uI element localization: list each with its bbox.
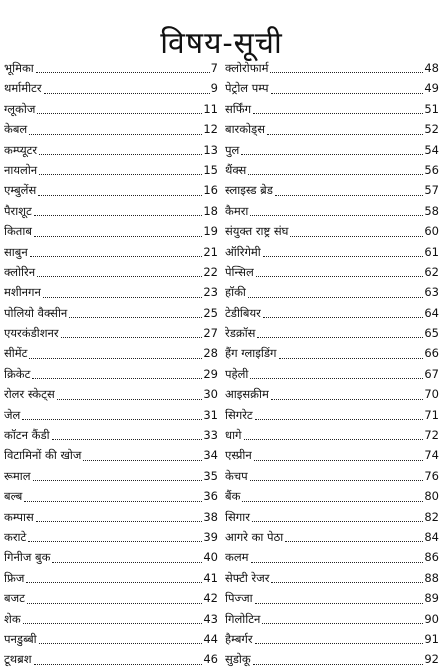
toc-entry-title: भूमिका — [4, 60, 34, 75]
toc-entry-page-number: 86 — [424, 550, 439, 565]
toc-entry-page-number: 25 — [203, 305, 218, 320]
toc-entry — [4, 649, 218, 669]
dot-leader — [39, 174, 202, 175]
toc-entry-page-number: 91 — [424, 631, 439, 646]
dot-leader — [52, 439, 203, 440]
dot-leader — [254, 460, 424, 461]
dot-leader — [270, 72, 423, 73]
toc-entry-page-number: 23 — [203, 285, 218, 300]
toc-entry — [4, 160, 218, 180]
toc-entry-page-number: 89 — [424, 591, 439, 606]
toc-entry — [4, 588, 218, 608]
toc-entry-page-number: 72 — [424, 428, 439, 443]
dot-leader — [36, 521, 203, 522]
toc-entry-title: आगरे का पेठा — [225, 529, 284, 544]
toc-entry-title: साबुन — [4, 244, 28, 259]
toc-entry-page-number: 88 — [424, 570, 439, 585]
dot-leader — [69, 317, 202, 318]
dot-leader — [23, 623, 203, 624]
toc-entry — [225, 201, 439, 221]
toc-entry — [4, 425, 218, 445]
toc-entry-page-number: 90 — [424, 611, 439, 626]
toc-entry-title: गिलोटिन — [225, 611, 261, 626]
dot-leader — [257, 337, 423, 338]
toc-entry-title: सेफ्टी रेजर — [225, 570, 270, 585]
toc-entry-page-number: 67 — [424, 366, 439, 381]
toc-entry-title: पहेली — [225, 366, 249, 381]
toc-entry-page-number: 52 — [424, 122, 439, 137]
toc-entry-page-number: 60 — [424, 224, 439, 239]
dot-leader — [34, 236, 202, 237]
toc-entry-page-number: 92 — [424, 652, 439, 667]
toc-entry — [225, 384, 439, 404]
toc-entry — [225, 282, 439, 302]
toc-entry-page-number: 11 — [203, 101, 218, 116]
toc-entry-page-number: 31 — [203, 407, 218, 422]
toc-entry-page-number: 64 — [424, 305, 439, 320]
toc-entry-title: एम्बुलेंस — [4, 183, 37, 198]
dot-leader — [29, 134, 202, 135]
dot-leader — [37, 276, 202, 277]
toc-entry — [4, 547, 218, 567]
toc-entry-title: सुडोकू — [225, 652, 251, 667]
toc-entry — [225, 58, 439, 78]
toc-entry-title: संयुक्त राष्ट्र संघ — [225, 224, 289, 239]
toc-entry-title: पेन्सिल — [225, 264, 254, 279]
toc-entry-title: ऑरिगेमी — [225, 244, 261, 259]
toc-entry-page-number: 57 — [424, 183, 439, 198]
toc-entry-page-number: 40 — [203, 550, 218, 565]
toc-entry-page-number: 18 — [203, 203, 218, 218]
dot-leader — [252, 521, 423, 522]
toc-entry-title: टेडीबियर — [225, 305, 261, 320]
toc-entry-title: कराटे — [4, 529, 27, 544]
toc-entry-title: सर्फिंग — [225, 101, 252, 116]
dot-leader — [263, 317, 424, 318]
dot-leader — [34, 664, 203, 665]
toc-entry-title: थैंक्स — [225, 162, 247, 177]
toc-entry-title: आइसक्रीम — [225, 387, 269, 402]
dot-leader — [39, 643, 203, 644]
toc-entry-page-number: 49 — [424, 81, 439, 96]
toc-entry-page-number: 58 — [424, 203, 439, 218]
toc-entry-title: बैंक — [225, 489, 241, 504]
toc-entry-title: बजट — [4, 591, 25, 606]
toc-entry-title: रूमाल — [4, 468, 31, 483]
toc-entry — [4, 527, 218, 547]
dot-leader — [255, 603, 424, 604]
toc-entry — [4, 629, 218, 649]
toc-entry — [4, 609, 218, 629]
toc-entry-page-number: 70 — [424, 387, 439, 402]
dot-leader — [255, 419, 424, 420]
toc-entry-page-number: 27 — [203, 326, 218, 341]
toc-entry-title: जेल — [4, 407, 21, 422]
dot-leader — [57, 399, 203, 400]
toc-entry-page-number: 65 — [424, 326, 439, 341]
toc-entry-title: सिगार — [225, 509, 250, 524]
toc-entry-page-number: 43 — [203, 611, 218, 626]
toc-entry — [4, 282, 218, 302]
toc-entry — [4, 221, 218, 241]
toc-entry-title: हैंग ग्लाइडिंग — [225, 346, 277, 361]
toc-entry-page-number: 33 — [203, 428, 218, 443]
toc-entry-title: किताब — [4, 224, 32, 239]
toc-entry-title: पोलियो वैक्सीन — [4, 305, 68, 320]
toc-entry — [225, 221, 439, 241]
toc-entry-page-number: 28 — [203, 346, 218, 361]
toc-entry — [225, 242, 439, 262]
dot-leader — [262, 623, 423, 624]
toc-entry-page-number: 35 — [203, 468, 218, 483]
dot-leader — [253, 664, 424, 665]
toc-entry-title: टूथब्रश — [4, 652, 32, 667]
toc-entry-page-number: 44 — [203, 631, 218, 646]
toc-entry-title: पिज्जा — [225, 591, 253, 606]
toc-entry — [225, 343, 439, 363]
toc-entry — [4, 58, 218, 78]
dot-leader — [290, 236, 423, 237]
dot-leader — [250, 378, 423, 379]
toc-entry-title: बल्ब — [4, 489, 23, 504]
toc-entry-title: सिगरेट — [225, 407, 253, 422]
toc-entry-page-number: 74 — [424, 448, 439, 463]
toc-entry-page-number: 63 — [424, 285, 439, 300]
page-title: विषय-सूची — [160, 26, 283, 62]
toc-entry-title: रेडक्रॉस — [225, 326, 256, 341]
toc-right-column — [225, 58, 439, 670]
toc-entry — [225, 507, 439, 527]
dot-leader — [36, 72, 210, 73]
toc-entry — [4, 242, 218, 262]
toc-entry — [225, 609, 439, 629]
toc-entry-page-number: 16 — [203, 183, 218, 198]
dot-leader — [52, 562, 202, 563]
toc-entry-title: कम्प्यूटर — [4, 142, 38, 157]
toc-entry — [4, 445, 218, 465]
toc-entry-page-number: 71 — [424, 407, 439, 422]
toc-entry-title: नायलोन — [4, 162, 38, 177]
toc-entry — [4, 384, 218, 404]
toc-entry-title: क्लोरिन — [4, 264, 36, 279]
toc-entry-page-number: 80 — [424, 489, 439, 504]
toc-entry — [225, 629, 439, 649]
dot-leader — [275, 195, 423, 196]
toc-entry — [225, 425, 439, 445]
toc-entry-page-number: 15 — [203, 162, 218, 177]
toc-entry-title: कलम — [225, 550, 249, 565]
toc-entry — [225, 466, 439, 486]
toc-entry-title: रोलर स्केट्स — [4, 387, 55, 402]
dot-leader — [22, 419, 202, 420]
dot-leader — [248, 174, 423, 175]
toc-entry-page-number: 19 — [203, 224, 218, 239]
toc-entry — [4, 507, 218, 527]
toc-entry — [225, 180, 439, 200]
toc-entry — [4, 568, 218, 588]
toc-entry — [4, 262, 218, 282]
toc-entry-title: कॉटन कैंडी — [4, 428, 50, 443]
dot-leader — [271, 399, 423, 400]
toc-entry-page-number: 61 — [424, 244, 439, 259]
toc-entry — [225, 78, 439, 98]
toc-entry-page-number: 42 — [203, 591, 218, 606]
dot-leader — [39, 154, 202, 155]
dot-leader — [251, 562, 424, 563]
dot-leader — [30, 256, 203, 257]
toc-entry-page-number: 62 — [424, 264, 439, 279]
toc-entry-title: क्रिकेट — [4, 366, 31, 381]
toc-entry-page-number: 82 — [424, 509, 439, 524]
toc-entry — [225, 119, 439, 139]
dot-leader — [271, 582, 423, 583]
dot-leader — [241, 154, 423, 155]
toc-entry — [225, 486, 439, 506]
toc-entry — [225, 160, 439, 180]
toc-entry — [4, 180, 218, 200]
toc-entry-page-number: 7 — [210, 60, 218, 75]
dot-leader — [33, 480, 203, 481]
toc-entry — [225, 323, 439, 343]
toc-entry-page-number: 21 — [203, 244, 218, 259]
toc-entry-title: पुल — [225, 142, 240, 157]
toc-entry-title: केचप — [225, 468, 248, 483]
toc-entry — [4, 486, 218, 506]
toc-entry-title: फ्रिज — [4, 570, 25, 585]
dot-leader — [27, 603, 202, 604]
dot-leader — [26, 582, 202, 583]
toc-entry-page-number: 46 — [203, 652, 218, 667]
dot-leader — [38, 195, 202, 196]
dot-leader — [285, 541, 423, 542]
dot-leader — [242, 501, 423, 502]
toc-entry — [4, 323, 218, 343]
dot-leader — [250, 480, 424, 481]
toc-entry-page-number: 13 — [203, 142, 218, 157]
toc-entry — [4, 99, 218, 119]
toc-entry-page-number: 48 — [424, 60, 439, 75]
toc-entry — [225, 364, 439, 384]
toc-entry-title: हॉकी — [225, 285, 246, 300]
dot-leader — [250, 215, 423, 216]
toc-entry-page-number: 39 — [203, 529, 218, 544]
toc-entry — [225, 445, 439, 465]
toc-entry-page-number: 36 — [203, 489, 218, 504]
dot-leader — [43, 297, 202, 298]
dot-leader — [244, 439, 424, 440]
toc-entry-page-number: 12 — [203, 122, 218, 137]
toc-entry-page-number: 56 — [424, 162, 439, 177]
toc-entry-title: पेट्रोल पम्प — [225, 81, 269, 96]
toc-entry-title: थर्मामीटर — [4, 81, 42, 96]
dot-leader — [271, 93, 424, 94]
toc-entry — [225, 140, 439, 160]
dot-leader — [83, 460, 202, 461]
dot-leader — [255, 643, 424, 644]
toc-entry-title: कम्पास — [4, 509, 34, 524]
toc-entry-page-number: 76 — [424, 468, 439, 483]
dot-leader — [24, 501, 202, 502]
toc-left-column — [4, 58, 218, 670]
toc-entry — [4, 343, 218, 363]
dot-leader — [34, 215, 203, 216]
toc-entry — [4, 364, 218, 384]
toc-entry — [4, 119, 218, 139]
toc-entry-title: धागे — [225, 428, 242, 443]
toc-entry — [4, 78, 218, 98]
toc-entry — [4, 303, 218, 323]
toc-entry-title: एयरकंडीशनर — [4, 326, 59, 341]
toc-entry-title: मशीनगन — [4, 285, 41, 300]
toc-entry-title: सीमेंट — [4, 346, 28, 361]
toc-entry-title: कैमरा — [225, 203, 249, 218]
toc-entry-title: केबल — [4, 122, 28, 137]
toc-entry — [4, 201, 218, 221]
dot-leader — [263, 256, 424, 257]
dot-leader — [253, 113, 423, 114]
toc-entry-page-number: 29 — [203, 366, 218, 381]
toc-entry — [4, 405, 218, 425]
toc-entry-title: पैराशूट — [4, 203, 32, 218]
toc-entry — [225, 262, 439, 282]
toc-entry-title: ग्लूकोज — [4, 101, 36, 116]
toc-entry — [225, 405, 439, 425]
toc-entry — [225, 649, 439, 669]
toc-entry — [225, 303, 439, 323]
toc-entry — [225, 527, 439, 547]
toc-entry — [225, 568, 439, 588]
toc-entry-page-number: 30 — [203, 387, 218, 402]
toc-entry-title: विटामिनों की खोज — [4, 448, 82, 463]
toc-entry-title: बारकोड्स — [225, 122, 265, 137]
toc-entry-page-number: 66 — [424, 346, 439, 361]
toc-entry-title: शेक — [4, 611, 21, 626]
dot-leader — [37, 113, 202, 114]
dot-leader — [44, 93, 210, 94]
dot-leader — [267, 134, 423, 135]
toc-entry-title: गिनीज बुक — [4, 550, 51, 565]
toc-entry — [225, 547, 439, 567]
toc-entry-page-number: 22 — [203, 264, 218, 279]
toc-entry — [4, 140, 218, 160]
toc-entry-title: क्लोरोफार्म — [225, 60, 269, 75]
toc-entry-page-number: 9 — [210, 81, 218, 96]
toc-entry-title: पनडुब्बी — [4, 631, 37, 646]
toc-entry — [4, 466, 218, 486]
toc-entry — [225, 99, 439, 119]
toc-entry-page-number: 34 — [203, 448, 218, 463]
toc-entry-page-number: 54 — [424, 142, 439, 157]
dot-leader — [28, 541, 202, 542]
dot-leader — [29, 358, 202, 359]
toc-entry-title: स्लाइस्ड ब्रेड — [225, 183, 273, 198]
toc-entry-page-number: 41 — [203, 570, 218, 585]
toc-entry — [225, 588, 439, 608]
dot-leader — [279, 358, 424, 359]
toc-entry-page-number: 51 — [424, 101, 439, 116]
toc-entry-title: हैम्बर्गर — [225, 631, 253, 646]
dot-leader — [61, 337, 203, 338]
toc-entry-title: एस्प्रीन — [225, 448, 252, 463]
toc-entry-page-number: 38 — [203, 509, 218, 524]
dot-leader — [256, 276, 424, 277]
dot-leader — [248, 297, 423, 298]
toc-entry-page-number: 84 — [424, 529, 439, 544]
dot-leader — [32, 378, 202, 379]
